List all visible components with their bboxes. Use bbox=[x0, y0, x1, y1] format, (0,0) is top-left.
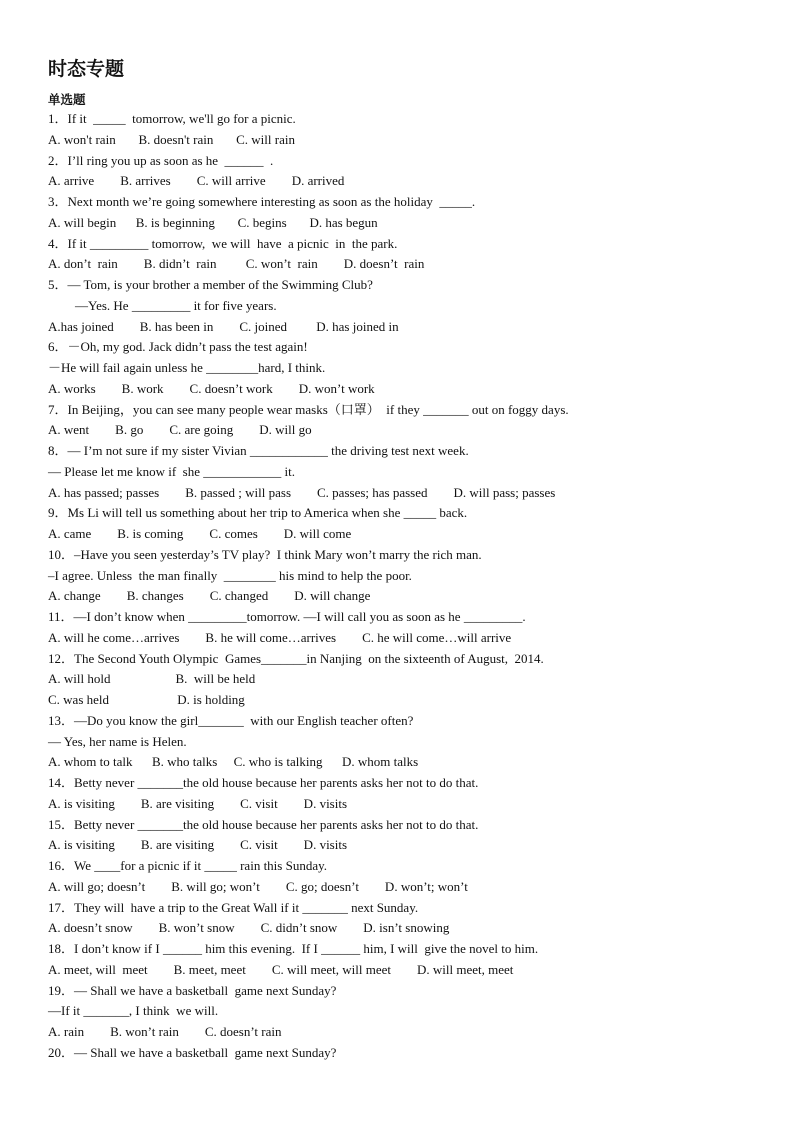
text-line: 19．— Shall we have a basketball game next Sunday? bbox=[48, 982, 337, 998]
text-line: A. will hold B. will be held bbox=[48, 671, 256, 687]
text-line: A. don’t rain B. didn’t rain C. won’t rain D. doesn’t rain bbox=[48, 256, 425, 272]
text-line: A. is visiting B. are visiting C. visit D. visits bbox=[48, 837, 348, 853]
text-line: 9．Ms Li will tell us something about her trip to America when she _____ back. bbox=[48, 505, 468, 521]
question-list bbox=[48, 109, 748, 1064]
text-line: A. went B. go C. are going D. will go bbox=[48, 422, 312, 438]
text-line: 16．We ____for a picnic if it _____ rain this Sunday. bbox=[48, 858, 328, 873]
text-line: A. came B. is coming C. comes D. will come bbox=[48, 526, 352, 541]
text-line: —Yes. He _________ it for five years. bbox=[75, 297, 277, 313]
text-line: — Please let me know if she ____________ it. bbox=[48, 463, 295, 479]
text-line: 15．Betty never _______the old house because her parents asks her not to do that. bbox=[48, 816, 479, 832]
text-line: A. will go; doesn’t B. will go; won’t C. go; doesn’t D. won’t; won’t bbox=[48, 878, 468, 894]
text-line: A. won't rain B. doesn't rain C. will rain bbox=[48, 131, 295, 147]
text-line: 1．If it _____ tomorrow, we'll go for a picnic. bbox=[48, 111, 296, 126]
text-line: C. was held D. is holding bbox=[48, 692, 245, 707]
text-line: A. change B. changes C. changed D. will change bbox=[48, 588, 371, 604]
text-line: 11．—I don’t know when _________tomorrow. —I will call you as soon as he _________. bbox=[48, 609, 526, 624]
text-line: A. doesn’t snow B. won’t snow C. didn’t snow D. isn’t snowing bbox=[48, 920, 450, 936]
text-line: 2．I’ll ring you up as soon as he ______ . bbox=[48, 152, 274, 168]
section-heading: 单选题 bbox=[48, 92, 86, 107]
text-line: A. meet, will meet B. meet, meet C. will meet, will meet D. will meet, meet bbox=[48, 961, 514, 977]
text-line: 6．－Oh, my god. Jack didn’t pass the test again! bbox=[48, 339, 308, 355]
text-line: A. has passed; passes B. passed ; will pass C. passes; has passed D. will pass; passes bbox=[48, 484, 556, 500]
text-line: 7．In Beijing，you can see many people wear masks（口罩） if they _______ out on foggy days. bbox=[48, 401, 569, 417]
text-line: 20．— Shall we have a basketball game next Sunday? bbox=[48, 1044, 337, 1060]
document-page bbox=[48, 56, 748, 1064]
text-line: 12．The Second Youth Olympic Games_______in Nanjing on the sixteenth of August, 2014. bbox=[48, 650, 544, 666]
text-line: —If it _______, I think we will. bbox=[48, 1003, 219, 1019]
text-line: –I agree. Unless the man finally ________ his mind to help the poor. bbox=[48, 567, 412, 583]
text-line: A. whom to talk B. who talks C. who is talking D. whom talks bbox=[48, 754, 419, 770]
text-line: A. will he come…arrives B. he will come…arrives C. he will come…will arrive bbox=[48, 629, 512, 645]
text-line: 14．Betty never _______the old house because her parents asks her not to do that. bbox=[48, 775, 479, 790]
text-line: A. works B. work C. doesn’t work D. won’t work bbox=[48, 380, 375, 396]
text-line: 5．— Tom, is your brother a member of the Swimming Club? bbox=[48, 277, 373, 292]
text-line: 18．I don’t know if I ______ him this evening. If I ______ him, I will give the novel to him. bbox=[48, 941, 539, 956]
text-line: A. is visiting B. are visiting C. visit D. visits bbox=[48, 795, 348, 811]
text-line: A. arrive B. arrives C. will arrive D. arrived bbox=[48, 173, 345, 189]
text-line: A.has joined B. has been in C. joined D. has joined in bbox=[48, 318, 399, 334]
text-line: 8．— I’m not sure if my sister Vivian ____________ the driving test next week. bbox=[48, 443, 469, 458]
text-line: — Yes, her name is Helen. bbox=[48, 733, 187, 749]
text-line: 13．—Do you know the girl_______ with our English teacher often? bbox=[48, 712, 414, 728]
text-line: A. rain B. won’t rain C. doesn’t rain bbox=[48, 1024, 282, 1039]
text-line: 4．If it _________ tomorrow, we will have a picnic in the park. bbox=[48, 235, 398, 251]
text-line: 17．They will have a trip to the Great Wall if it _______ next Sunday. bbox=[48, 899, 419, 915]
text-line: －He will fail again unless he ________hard, I think. bbox=[48, 360, 326, 375]
text-line: 3．Next month we’re going somewhere interesting as soon as the holiday _____. bbox=[48, 194, 476, 209]
text-line: A. will begin B. is beginning C. begins D. has begun bbox=[48, 214, 378, 230]
page-title: 时态专题 bbox=[48, 58, 125, 80]
text-line: 10．–Have you seen yesterday’s TV play? I think Mary won’t marry the rich man. bbox=[48, 546, 482, 562]
